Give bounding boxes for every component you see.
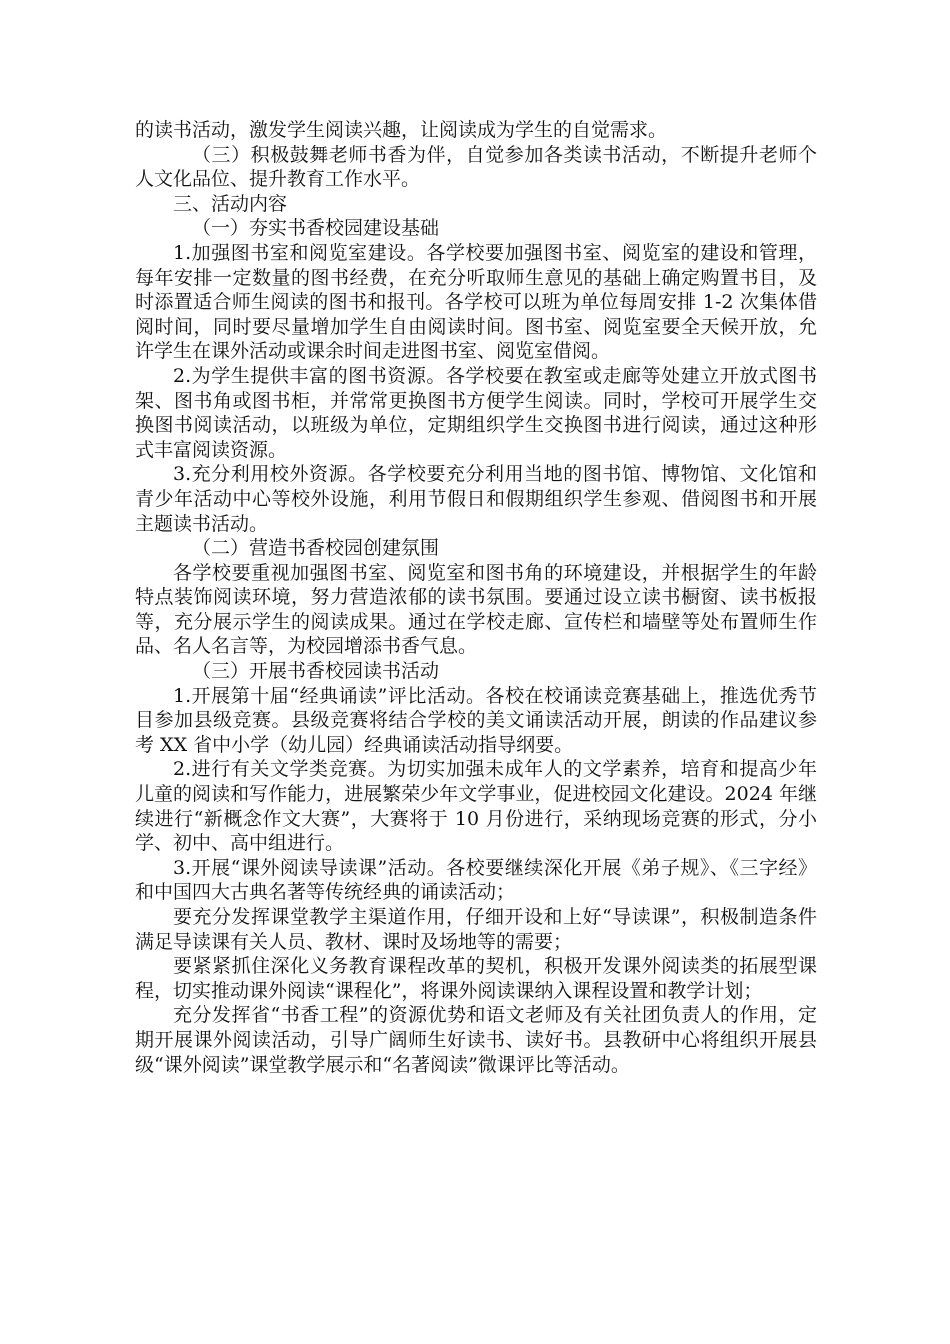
paragraph-curriculum-reform: 要紧紧抓住深化义务教育课程改革的契机，积极开发课外阅读类的拓展型课程，切实推动课外阅读“课程化”，将课外阅读课纳入课程设置和教学计划； [135, 955, 817, 1002]
document-page [135, 118, 817, 1077]
paragraph-intro-continuation: 的读书活动，激发学生阅读兴趣，让阅读成为学生的自觉需求。 [135, 119, 668, 141]
subheading-reading-activities: （三）开展书香校园读书活动 [192, 660, 440, 683]
paragraph-classroom-channel: 要充分发挥课堂教学主渠道作用，仔细开设和上好“导读课”，积极制造条件满足导读课有关人员、教材、课时及场地等的需要； [135, 906, 817, 953]
heading-activity-content: 三、活动内容 [173, 192, 288, 215]
paragraph-goal-3: （三）积极鼓舞老师书香为伴，自觉参加各类读书活动，不断提升老师个人文化品位、提升教育工作水平。 [135, 143, 817, 191]
paragraph-library-construction: 1.加强图书室和阅览室建设。各学校要加强图书室、阅览室的建设和管理，每年安排一定数量的图书经费，在充分听取师生意见的基础上确定购置书目，及时添置适合师生阅读的图书和报刊。各学校可以班为单位每周安排 1-2 次集体借阅时间，同时要尽量增加学生自由阅读时间。图书室、阅览室要全天候开放，允许学生在课外活动或课余时间走进图书室、阅览室借阅。 [135, 241, 817, 363]
paragraph-guided-reading: 3.开展“课外阅读导读课”活动。各校要继续深化开展《弟子规》、《三字经》和中国四大古典名著等传统经典的诵读活动； [135, 856, 817, 904]
subheading-atmosphere: （二）营造书香校园创建氛围 [192, 537, 440, 560]
paragraph-external-resources: 3.充分利用校外资源。各学校要充分利用当地的图书馆、博物馆、文化馆和青少年活动中心等校外设施，利用节假日和假期组织学生参观、借阅图书和开展主题读书活动。 [135, 463, 817, 535]
paragraph-literature-competition: 2.进行有关文学类竞赛。为切实加强未成年人的文学素养，培育和提高少年儿童的阅读和写作能力，进展繁荣少年文学事业，促进校园文化建设。2024 年继续进行“新概念作文大赛”，大赛将于 10 月份进行，采纳现场竞赛的形式，分小学、初中、高中组进行。 [135, 758, 817, 855]
paragraph-book-project: 充分发挥省“书香工程”的资源优势和语文老师及有关社团负责人的作用，定期开展课外阅读活动，引导广阔师生好读书、读好书。县教研中心将组织开展县级“课外阅读”课堂教学展示和“名著阅读”微课评比等活动。 [135, 1004, 817, 1076]
paragraph-environment: 各学校要重视加强图书室、阅览室和图书角的环境建设，并根据学生的年龄特点装饰阅读环境，努力营造浓郁的读书氛围。要通过设立读书橱窗、读书板报等，充分展示学生的阅读成果。通过在学校走廊、宣传栏和墙壁等处布置师生作品、名人名言等，为校园增添书香气息。 [135, 561, 817, 658]
paragraph-book-resources: 2.为学生提供丰富的图书资源。各学校要在教室或走廊等处建立开放式图书架、图书角或图书柜，并常常更换图书方便学生阅读。同时，学校可开展学生交换图书阅读活动，以班级为单位，定期组织学生交换图书进行阅读，通过这种形式丰富阅读资源。 [135, 364, 817, 461]
subheading-foundation: （一）夯实书香校园建设基础 [192, 217, 440, 240]
paragraph-classic-recitation: 1.开展第十届“经典诵读”评比活动。各校在校诵读竞赛基础上，推选优秀节目参加县级竞赛。县级竞赛将结合学校的美文诵读活动开展，朗读的作品建议参考 XX 省中小学（幼儿园）经典诵读活动指导纲要。 [135, 684, 817, 756]
